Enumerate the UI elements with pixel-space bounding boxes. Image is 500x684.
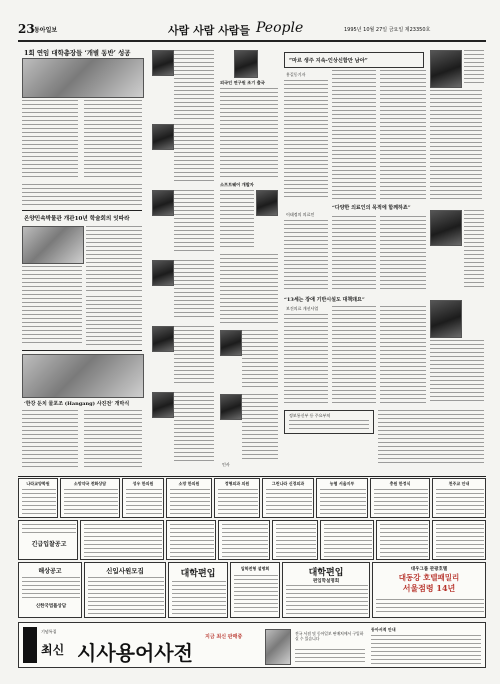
name-label: 소프트웨어 개발자 — [220, 182, 254, 187]
left-column — [18, 44, 146, 474]
ad-hotel-lines — [376, 599, 484, 615]
dict-badge — [23, 627, 37, 663]
photo-person-8 — [256, 190, 278, 216]
ad-row2-3-lines — [170, 524, 214, 558]
ad-row2-4-lines — [222, 524, 268, 558]
ad-row-3 — [18, 562, 486, 618]
ad-row2-5 — [272, 520, 318, 560]
ad-row2-3 — [166, 520, 216, 560]
ad-hotel-main: 대동강 호텔패밀리 — [398, 573, 460, 582]
right-text-14 — [378, 410, 484, 466]
photo-museum — [22, 226, 84, 264]
ad-hotel — [372, 562, 486, 618]
left-text-8 — [84, 410, 142, 470]
page-number: 23 — [18, 22, 35, 36]
ad-bid-lines-top — [22, 524, 76, 534]
left-divider-2 — [22, 350, 142, 351]
ad-edit-lines — [172, 581, 226, 615]
photo-person-4 — [152, 260, 174, 286]
photo-person-1 — [152, 50, 174, 76]
caption-box — [284, 410, 374, 434]
photo-person-7 — [234, 50, 258, 78]
left-headline-1: 1회 연임 대학총장들 ‘개별 동반’ 성공 — [24, 49, 131, 57]
ad-7 — [316, 478, 368, 518]
sub-heading-1: 보건의료 개선사업 — [286, 306, 319, 311]
dict-title: 시사용어사전 — [77, 641, 193, 665]
right-text-8 — [380, 216, 426, 290]
ad-recruit-lines — [88, 577, 164, 615]
left-text-4 — [86, 226, 142, 292]
ad-4-title: 소망 한의원 — [178, 481, 200, 486]
section-title: 사람 사람 사람들 — [168, 24, 251, 37]
caption-box-text: 정보통신부 등 주요부처 — [289, 413, 331, 418]
ad-row2-6-lines — [324, 524, 372, 558]
mid-b-text-2 — [220, 190, 254, 250]
right-text-7 — [332, 216, 376, 290]
masthead-rule — [18, 40, 486, 42]
ad-recruit-title: 신입사원모집 — [106, 567, 144, 575]
right-text-11 — [332, 306, 376, 404]
ad-4-lines — [170, 489, 210, 515]
right-text-13 — [430, 340, 484, 404]
ad-row2-8-lines — [436, 524, 484, 558]
ad-row2-7 — [376, 520, 430, 560]
right-text-3 — [380, 70, 426, 200]
mid-a-text-1 — [174, 50, 214, 120]
right-text-12 — [380, 306, 426, 404]
ad-hotel-sub: 서울점령 14년 — [402, 583, 456, 593]
left-text-2 — [84, 100, 142, 180]
left-divider-1 — [22, 210, 142, 211]
right-text-5 — [464, 50, 484, 86]
mid-b-text-1 — [220, 88, 278, 178]
mid-a-text-4 — [174, 260, 214, 320]
quote-box-1 — [284, 52, 424, 68]
ad-law-title: 신한국법률상담 — [35, 604, 67, 609]
right-text-9 — [464, 210, 484, 290]
ad-edit-side — [230, 562, 280, 618]
ad-1-title: 나라교양학원 — [26, 481, 50, 486]
ad-2 — [60, 478, 120, 518]
profile-heading: 외국인 연구원 조기 출국 — [220, 80, 265, 85]
mid-b-text-4 — [242, 330, 278, 390]
ad-edit-title: 대학편입 — [180, 569, 216, 579]
ad-6 — [262, 478, 314, 518]
photo-person-5 — [152, 326, 174, 352]
photo-right-1 — [430, 50, 462, 88]
left-text-1 — [22, 100, 78, 180]
ad-7-title: 농협 서울지부 — [329, 481, 355, 486]
ad-hotel-top: 대우그룹 관광호텔 — [410, 567, 448, 572]
ad-row2-8 — [432, 520, 486, 560]
right-text-4 — [430, 90, 482, 200]
right-text-2 — [332, 70, 376, 200]
mid-a-text-2 — [174, 124, 214, 184]
photo-person-2 — [152, 124, 174, 150]
mid-a-text-5 — [174, 326, 214, 386]
right-headline-2: “다양한 의료인의 목적에 함께하죠” — [332, 205, 411, 211]
ad-1 — [18, 478, 58, 518]
dict-side-note: 전국 서점 및 동아일보 판매처에서 구입하실 수 있습니다 — [295, 631, 364, 641]
ad-edit — [168, 562, 228, 618]
ad-3-title: 성우 한의원 — [132, 481, 154, 486]
photo-right-2 — [430, 210, 462, 246]
photo-right-3 — [430, 300, 462, 338]
dict-brand: 최신 — [41, 643, 65, 657]
mid-b-text-5 — [242, 394, 278, 460]
mid-b-text-3 — [220, 254, 278, 324]
ad-row-2 — [18, 520, 486, 560]
paper-name: 동아일보 — [34, 27, 58, 34]
left-text-3 — [22, 184, 142, 206]
ad-9-lines — [436, 489, 484, 515]
ad-5-lines — [218, 489, 258, 515]
right-text-6 — [284, 220, 328, 290]
ad-5-title: 정형외과 의원 — [224, 481, 250, 486]
dict-promo: 지금 최신 판매중 — [205, 634, 243, 640]
photo-person-3 — [152, 190, 174, 216]
ad-admission — [282, 562, 370, 618]
reporter-1: 홍길동기자 — [286, 72, 306, 77]
ad-9-title: 천주교 안내 — [448, 481, 470, 486]
date-line: 1995년 10월 27일 금요일 제23350호 — [344, 27, 431, 33]
middle-column-b — [218, 44, 280, 474]
caption-box-lines — [289, 420, 369, 432]
ad-edit-side-title: 입학전형 설명회 — [240, 566, 270, 571]
ad-row2-2-lines — [84, 524, 162, 558]
ad-row2-2 — [80, 520, 164, 560]
ad-8-lines — [374, 489, 428, 515]
ad-row2-4 — [218, 520, 270, 560]
ad-2-title: 소망약국 전화상담 — [73, 481, 107, 486]
ad-admission-sub: 편입학설명회 — [312, 579, 340, 584]
ad-9 — [432, 478, 486, 518]
ad-admission-lines — [286, 585, 368, 615]
masthead — [18, 20, 486, 40]
ad-bid-notice — [18, 520, 78, 560]
ad-bid-title: 긴급입찰공고 — [31, 541, 67, 548]
mid-a-text-6 — [174, 392, 214, 462]
photo-person-9 — [220, 330, 242, 356]
ad-4 — [166, 478, 212, 518]
right-text-1 — [284, 80, 328, 200]
left-text-6 — [86, 296, 142, 346]
ad-admission-title: 대학편입 — [308, 568, 344, 578]
photo-presidents — [22, 58, 144, 98]
book-ad-lines — [371, 635, 481, 665]
dict-side-lines — [295, 649, 365, 663]
ad-1-lines — [22, 489, 56, 515]
dict-label: 기념특집 — [41, 629, 57, 634]
ad-sale-notice — [18, 562, 82, 618]
ad-3 — [122, 478, 164, 518]
ad-recruit — [84, 562, 166, 618]
ad-row2-7-lines — [380, 524, 428, 558]
right-headline-1: “마르 생주 지속-인상신함만 남아” — [289, 58, 368, 64]
ad-dictionary — [18, 622, 486, 668]
ad-edit-side-lines — [234, 575, 278, 615]
left-headline-2: 온양민속박물관 개관10년 학술회의 잇따라 — [24, 216, 130, 222]
ad-sale-lines — [22, 577, 80, 599]
right-text-10 — [284, 314, 328, 404]
right-headline-3: “13세는 장애 기반시설도 대책돼요” — [284, 297, 365, 303]
reporter-2: 이태정의 의료인 — [286, 212, 315, 217]
ad-6-title: 그린나라 신경외과 — [271, 481, 305, 486]
section-tag: 인사 — [222, 462, 230, 467]
book-ad-title: 동아서적 안내 — [371, 627, 396, 632]
ad-2-lines — [64, 489, 118, 515]
ad-7-lines — [320, 489, 366, 515]
ad-5 — [214, 478, 260, 518]
ad-8 — [370, 478, 430, 518]
photo-person-10 — [220, 394, 242, 420]
middle-column-a — [150, 44, 216, 474]
photo-person-6 — [152, 392, 174, 418]
ad-6-lines — [266, 489, 312, 515]
ad-row2-5-lines — [276, 524, 316, 558]
left-text-5 — [22, 266, 82, 346]
section-script: People — [256, 20, 304, 36]
ad-8-title: 충원 한정식 — [389, 481, 411, 486]
ad-sale-title: 해상공고 — [38, 568, 62, 575]
ad-3-lines — [126, 489, 162, 515]
left-text-7 — [22, 410, 78, 470]
ad-row-1 — [18, 478, 486, 518]
ad-row2-6 — [320, 520, 374, 560]
ads-top-rule — [18, 476, 486, 477]
right-column — [282, 44, 486, 474]
photo-exhibition — [22, 354, 144, 398]
mid-a-text-3 — [174, 190, 214, 254]
dict-book-image — [265, 629, 291, 665]
left-headline-3: ‘한강 둔치 물포조 (Hangang) 사진전’ 개막식 — [24, 401, 130, 407]
